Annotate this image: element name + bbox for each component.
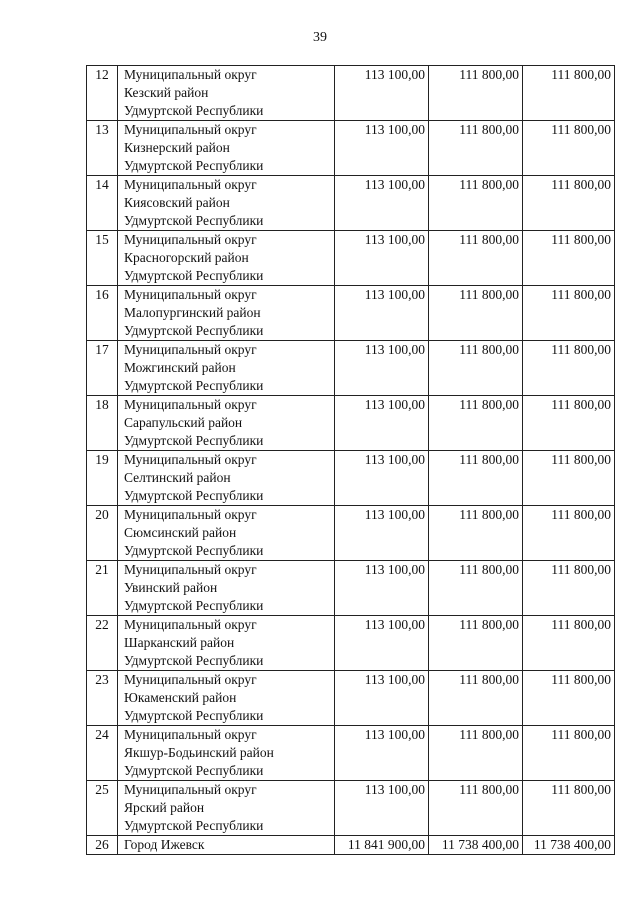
amount-year-1: 113 100,00 <box>335 781 429 836</box>
municipality-name <box>118 231 335 286</box>
page-number: 39 <box>313 30 327 45</box>
amount-year-1: 113 100,00 <box>335 121 429 176</box>
municipality-name-line: Удмуртской Республики <box>124 653 264 668</box>
amount-year-2: 111 800,00 <box>429 121 523 176</box>
table-row <box>87 121 615 176</box>
row-number: 14 <box>87 176 118 231</box>
row-number: 19 <box>87 451 118 506</box>
amount-year-1: 113 100,00 <box>335 66 429 121</box>
amount-year-2: 111 800,00 <box>429 66 523 121</box>
row-number: 24 <box>87 726 118 781</box>
municipality-name <box>118 561 335 616</box>
municipality-name-line: Удмуртской Республики <box>124 213 264 228</box>
amount-year-2: 111 800,00 <box>429 451 523 506</box>
amount-year-1: 113 100,00 <box>335 286 429 341</box>
amount-year-2: 111 800,00 <box>429 561 523 616</box>
municipality-name-line: Удмуртской Республики <box>124 378 264 393</box>
municipality-name <box>118 451 335 506</box>
amount-year-3: 111 800,00 <box>523 671 615 726</box>
amount-year-1: 113 100,00 <box>335 506 429 561</box>
municipality-name-line: Кезский район <box>124 85 209 100</box>
amount-year-3: 111 800,00 <box>523 396 615 451</box>
amount-year-2: 111 800,00 <box>429 726 523 781</box>
municipality-name-line: Удмуртской Республики <box>124 598 264 613</box>
row-number: 15 <box>87 231 118 286</box>
amount-year-2: 111 800,00 <box>429 176 523 231</box>
row-number: 26 <box>87 836 118 855</box>
table-body <box>87 66 615 855</box>
municipality-name-line: Можгинский район <box>124 360 236 375</box>
municipality-name-line: Удмуртской Республики <box>124 818 264 833</box>
amount-year-3: 11 738 400,00 <box>523 836 615 855</box>
municipality-name <box>118 781 335 836</box>
amount-year-1: 113 100,00 <box>335 451 429 506</box>
table-row <box>87 616 615 671</box>
amount-year-3: 111 800,00 <box>523 616 615 671</box>
table-row <box>87 231 615 286</box>
row-number: 13 <box>87 121 118 176</box>
amount-year-3: 111 800,00 <box>523 726 615 781</box>
amount-year-3: 111 800,00 <box>523 506 615 561</box>
municipality-name-line: Муниципальный округ <box>124 782 257 797</box>
amount-year-1: 113 100,00 <box>335 561 429 616</box>
table-row <box>87 176 615 231</box>
table-row <box>87 781 615 836</box>
row-number: 20 <box>87 506 118 561</box>
municipality-name <box>118 396 335 451</box>
municipality-name-line: Удмуртской Республики <box>124 708 264 723</box>
amount-year-3: 111 800,00 <box>523 781 615 836</box>
budget-table <box>86 65 615 855</box>
municipality-name-line: Удмуртской Республики <box>124 543 264 558</box>
municipality-name-line: Удмуртской Республики <box>124 158 264 173</box>
municipality-name-line: Киясовский район <box>124 195 230 210</box>
amount-year-1: 113 100,00 <box>335 341 429 396</box>
municipality-name-line: Муниципальный округ <box>124 232 257 247</box>
municipality-name-line: Сарапульский район <box>124 415 243 430</box>
row-number: 12 <box>87 66 118 121</box>
amount-year-3: 111 800,00 <box>523 176 615 231</box>
table-row <box>87 451 615 506</box>
table-row <box>87 286 615 341</box>
municipality-name-line: Шарканский район <box>124 635 235 650</box>
amount-year-2: 111 800,00 <box>429 506 523 561</box>
amount-year-1: 11 841 900,00 <box>335 836 429 855</box>
municipality-name-line: Удмуртской Республики <box>124 488 264 503</box>
table-row <box>87 66 615 121</box>
municipality-name-line: Муниципальный округ <box>124 67 257 82</box>
table-row <box>87 561 615 616</box>
row-number: 18 <box>87 396 118 451</box>
municipality-name <box>118 506 335 561</box>
amount-year-1: 113 100,00 <box>335 726 429 781</box>
municipality-name <box>118 176 335 231</box>
table-row <box>87 341 615 396</box>
municipality-name-line: Якшур-Бодьинский район <box>124 745 274 760</box>
table-row <box>87 671 615 726</box>
amount-year-2: 111 800,00 <box>429 671 523 726</box>
amount-year-1: 113 100,00 <box>335 231 429 286</box>
municipality-name-line: Ярский район <box>124 800 205 815</box>
municipality-name-line: Муниципальный округ <box>124 122 257 137</box>
municipality-name-line: Муниципальный округ <box>124 397 257 412</box>
row-number: 21 <box>87 561 118 616</box>
table-row <box>87 396 615 451</box>
amount-year-2: 111 800,00 <box>429 286 523 341</box>
municipality-name <box>118 836 335 855</box>
amount-year-2: 111 800,00 <box>429 341 523 396</box>
municipality-name-line: Сюмсинский район <box>124 525 237 540</box>
municipality-name <box>118 726 335 781</box>
municipality-name-line: Муниципальный округ <box>124 617 257 632</box>
municipality-name-line: Юкаменский район <box>124 690 237 705</box>
municipality-name-line: Увинский район <box>124 580 218 595</box>
row-number: 16 <box>87 286 118 341</box>
municipality-name-line: Удмуртской Республики <box>124 763 264 778</box>
municipality-name-line: Муниципальный округ <box>124 562 257 577</box>
municipality-name-line: Муниципальный округ <box>124 507 257 522</box>
row-number: 23 <box>87 671 118 726</box>
municipality-name-line: Селтинский район <box>124 470 231 485</box>
municipality-name-line: Муниципальный округ <box>124 452 257 467</box>
amount-year-3: 111 800,00 <box>523 66 615 121</box>
amount-year-2: 111 800,00 <box>429 396 523 451</box>
municipality-name <box>118 616 335 671</box>
municipality-name-line: Муниципальный округ <box>124 177 257 192</box>
municipality-name-line: Красногорский район <box>124 250 249 265</box>
municipality-name <box>118 671 335 726</box>
municipality-name <box>118 121 335 176</box>
table-row <box>87 726 615 781</box>
amount-year-3: 111 800,00 <box>523 341 615 396</box>
municipality-name-line: Удмуртской Республики <box>124 323 264 338</box>
amount-year-2: 111 800,00 <box>429 231 523 286</box>
amount-year-3: 111 800,00 <box>523 231 615 286</box>
municipality-name-line: Удмуртской Республики <box>124 433 264 448</box>
municipality-name-line: Удмуртской Республики <box>124 268 264 283</box>
amount-year-3: 111 800,00 <box>523 121 615 176</box>
municipality-name-line: Муниципальный округ <box>124 672 257 687</box>
amount-year-3: 111 800,00 <box>523 451 615 506</box>
municipality-name-line: Кизнерский район <box>124 140 230 155</box>
municipality-name-line: Муниципальный округ <box>124 727 257 742</box>
row-number: 22 <box>87 616 118 671</box>
municipality-name-line: Муниципальный округ <box>124 342 257 357</box>
row-number: 25 <box>87 781 118 836</box>
table-row <box>87 506 615 561</box>
municipality-name <box>118 286 335 341</box>
table-row <box>87 836 615 855</box>
municipality-name-line: Удмуртской Республики <box>124 103 264 118</box>
municipality-name-line: Муниципальный округ <box>124 287 257 302</box>
amount-year-2: 111 800,00 <box>429 781 523 836</box>
amount-year-1: 113 100,00 <box>335 616 429 671</box>
municipality-name <box>118 66 335 121</box>
municipality-name <box>118 341 335 396</box>
amount-year-1: 113 100,00 <box>335 396 429 451</box>
amount-year-1: 113 100,00 <box>335 176 429 231</box>
amount-year-3: 111 800,00 <box>523 286 615 341</box>
municipality-name-line: Город Ижевск <box>124 837 205 852</box>
amount-year-2: 11 738 400,00 <box>429 836 523 855</box>
amount-year-2: 111 800,00 <box>429 616 523 671</box>
municipality-name-line: Малопургинский район <box>124 305 261 320</box>
amount-year-1: 113 100,00 <box>335 671 429 726</box>
amount-year-3: 111 800,00 <box>523 561 615 616</box>
row-number: 17 <box>87 341 118 396</box>
